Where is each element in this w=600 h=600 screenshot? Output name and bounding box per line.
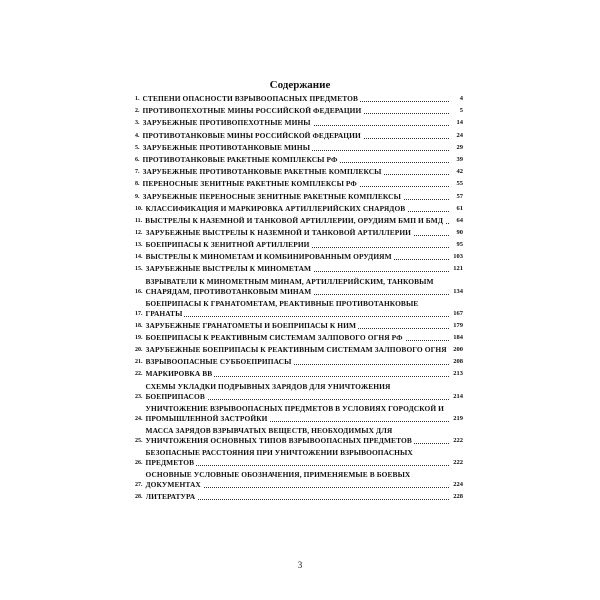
- toc-entry-page: 134: [453, 287, 463, 295]
- toc-entry-page: 214: [453, 392, 463, 400]
- toc-entry: [135, 492, 463, 502]
- toc-entry-number: 4.: [135, 132, 140, 139]
- toc-entry-number: 14.: [135, 254, 143, 261]
- toc-entry-title: [146, 240, 450, 250]
- toc-entry-title: [146, 382, 450, 402]
- toc-entry-page: 39: [456, 155, 463, 163]
- toc-entry-number: 2.: [135, 108, 140, 115]
- toc-entry-page: 24: [456, 131, 463, 139]
- toc-entry-page: 29: [456, 143, 463, 151]
- toc-entry-page: 95: [456, 241, 463, 249]
- toc-entry-text: БОЕПРИПАСЫ К ЗЕНИТНОЙ АРТИЛЛЕРИИ: [145, 240, 310, 250]
- toc-entry-title: [146, 426, 450, 446]
- toc-entry: [135, 143, 463, 153]
- toc-entry-title: [146, 448, 450, 468]
- toc-entry-page: 222: [453, 436, 463, 444]
- toc-entry-number: 1.: [135, 96, 140, 102]
- toc-entry-number: 16.: [135, 288, 143, 295]
- toc-entry-text: ЗАРУБЕЖНЫЕ ПРОТИВОТАНКОВЫЕ МИНЫ: [142, 142, 311, 152]
- toc-entry-title: [146, 252, 450, 262]
- toc-entry: [135, 131, 463, 141]
- toc-entry: [135, 426, 463, 446]
- toc-entry: [135, 204, 463, 214]
- toc-entry: [135, 299, 463, 319]
- toc-entry: [135, 118, 463, 128]
- toc-entry-title: [143, 106, 450, 116]
- toc-entry-text: ЗАРУБЕЖНЫЕ ПЕРЕНОСНЫЕ ЗЕНИТНЫЕ РАКЕТНЫЕ КОМПЛЕКСЫ: [142, 191, 401, 201]
- toc-entry: [135, 106, 463, 116]
- toc-entry-text: ВЗРЫВООПАСНЫЕ СУББОЕПРИПАСЫ: [145, 357, 292, 367]
- toc-entry: [135, 333, 463, 343]
- toc-entry-number: 6.: [135, 156, 140, 163]
- toc-entry-number: 15.: [135, 266, 143, 273]
- toc-entry-title: [143, 118, 450, 128]
- toc-entry-text: БОЕПРИПАСЫ К РЕАКТИВНЫМ СИСТЕМАМ ЗАЛПОВОГО ОГНЯ РФ: [145, 332, 403, 342]
- toc-entry-number: 19.: [135, 334, 143, 341]
- toc-entry-text: СХЕМЫ УКЛАДКИ ПОДРЫВНЫХ ЗАРЯДОВ ДЛЯ УНИЧТОЖЕНИЯ БОЕПРИПАСОВ: [145, 381, 391, 401]
- toc-entry-number: 7.: [135, 169, 140, 176]
- toc-entry-title: [143, 167, 450, 177]
- toc-entry-page: 200: [453, 346, 463, 353]
- toc-entry-text: УНИЧТОЖЕНИЕ ВЗРЫВООПАСНЫХ ПРЕДМЕТОВ В УСЛОВИЯХ ГОРОДСКОЙ И ПРОМЫШЛЕННОЙ ЗАСТРОЙКИ: [145, 403, 444, 423]
- toc-entry-text: ПРОТИВОТАНКОВЫЕ РАКЕТНЫЕ КОМПЛЕКСЫ РФ: [142, 154, 338, 164]
- toc-entry: [135, 345, 463, 355]
- toc-entry-number: 8.: [135, 181, 140, 188]
- toc-entry-title: [146, 299, 450, 319]
- toc-entry: [135, 155, 463, 165]
- toc-entry-text: СТЕПЕНИ ОПАСНОСТИ ВЗРЫВООПАСНЫХ ПРЕДМЕТОВ: [142, 94, 359, 103]
- toc-entry-page: 184: [453, 333, 463, 341]
- toc-entry-title: [146, 470, 450, 490]
- toc-entry: [135, 264, 463, 274]
- toc-entry: [135, 277, 463, 297]
- toc-entry-page: 5: [459, 107, 463, 115]
- toc-entry-number: 10.: [135, 205, 143, 212]
- toc-entry: [135, 357, 463, 367]
- toc-entry-page: 55: [456, 180, 463, 188]
- toc-entry-title: [146, 321, 450, 331]
- toc-entry-text: МАРКИРОВКА ВВ: [145, 369, 213, 379]
- toc-entry-page: 224: [453, 480, 463, 488]
- toc-entry-text: ЛИТЕРАТУРА: [145, 491, 196, 501]
- toc-entry-page: 179: [453, 321, 463, 329]
- toc-entry-title: [146, 492, 450, 502]
- toc-entry-text: ОСНОВНЫЕ УСЛОВНЫЕ ОБОЗНАЧЕНИЯ, ПРИМЕНЯЕМЫЕ В БОЕВЫХ ДОКУМЕНТАХ: [145, 469, 411, 489]
- toc-title: Содержание: [269, 79, 331, 91]
- toc-entry-number: 9.: [135, 193, 140, 200]
- toc-entry-text: ЗАРУБЕЖНЫЕ БОЕПРИПАСЫ К РЕАКТИВНЫМ СИСТЕМАМ ЗАЛПОВОГО ОГНЯ: [145, 345, 447, 354]
- toc-entry-page: 219: [453, 414, 463, 422]
- toc-entry-text: ПРОТИВОТАНКОВЫЕ МИНЫ РОССИЙСКОЙ ФЕДЕРАЦИИ: [142, 130, 361, 140]
- toc-entry-page: 90: [456, 228, 463, 236]
- toc-entry-page: 167: [453, 309, 463, 317]
- page-number: 3: [297, 560, 303, 570]
- toc-entry-number: 23.: [135, 393, 143, 400]
- toc-entry-text: БОЕПРИПАСЫ К ГРАНАТОМЕТАМ, РЕАКТИВНЫЕ ПРОТИВОТАНКОВЫЕ ГРАНАТЫ: [145, 298, 419, 318]
- toc-entry-page: 61: [456, 204, 463, 212]
- toc-entry-page: 208: [453, 358, 463, 366]
- toc-entry: [135, 448, 463, 468]
- toc-entry-number: 20.: [135, 347, 143, 353]
- toc-entry-text: БЕЗОПАСНЫЕ РАССТОЯНИЯ ПРИ УНИЧТОЖЕНИИ ВЗРЫВООПАСНЫХ ПРЕДМЕТОВ: [145, 447, 413, 467]
- toc-entry: [135, 216, 463, 226]
- toc-entry-number: 5.: [135, 144, 140, 151]
- table-of-contents: [135, 94, 463, 504]
- toc-entry-text: КЛАССИФИКАЦИЯ И МАРКИРОВКА АРТИЛЛЕРИЙСКИХ СНАРЯДОВ: [145, 203, 406, 213]
- toc-entry: [135, 252, 463, 262]
- toc-entry-number: 26.: [135, 459, 143, 466]
- toc-entry-number: 13.: [135, 242, 143, 249]
- toc-entry-number: 21.: [135, 359, 143, 366]
- toc-entry-title: [146, 404, 450, 424]
- toc-entry-title: [146, 333, 450, 343]
- toc-entry-number: 27.: [135, 481, 143, 488]
- toc-entry-page: 4: [459, 95, 463, 102]
- toc-entry: [135, 404, 463, 424]
- toc-entry-text: ПЕРЕНОСНЫЕ ЗЕНИТНЫЕ РАКЕТНЫЕ КОМПЛЕКСЫ РФ: [142, 179, 357, 189]
- toc-entry: [135, 192, 463, 202]
- toc-entry-title: [145, 216, 449, 226]
- toc-entry-title: [143, 192, 450, 202]
- toc-entry-title: [143, 179, 450, 189]
- toc-entry-number: 3.: [135, 120, 140, 127]
- toc-entry-title: [143, 155, 450, 165]
- toc-entry-title: [146, 369, 450, 379]
- toc-entry-title: [146, 345, 450, 355]
- toc-entry: [135, 228, 463, 238]
- toc-entry-title: [146, 277, 450, 297]
- toc-entry: [135, 179, 463, 189]
- dot-leader: [146, 316, 450, 317]
- toc-entry: [135, 369, 463, 379]
- toc-entry-title: [146, 264, 450, 274]
- toc-entry-page: 222: [453, 458, 463, 466]
- toc-entry-text: ВЗРЫВАТЕЛИ К МИНОМЕТНЫМ МИНАМ, АРТИЛЛЕРИЙСКИМ, ТАНКОВЫМ СНАРЯДАМ, ПРОТИВОТАНКОВЫМ МИНАМ: [145, 276, 434, 296]
- toc-entry-page: 213: [453, 370, 463, 378]
- toc-entry-text: ЗАРУБЕЖНЫЕ ВЫСТРЕЛЫ К НАЗЕМНОЙ И ТАНКОВОЙ АРТИЛЛЕРИИ: [145, 227, 412, 237]
- toc-entry-page: 14: [456, 119, 463, 127]
- toc-entry-text: ПРОТИВОПЕХОТНЫЕ МИНЫ РОССИЙСКОЙ ФЕДЕРАЦИИ: [142, 106, 362, 116]
- toc-entry: [135, 240, 463, 250]
- toc-entry-page: 121: [453, 265, 463, 273]
- toc-entry-text: ЗАРУБЕЖНЫЕ ПРОТИВОПЕХОТНЫЕ МИНЫ: [142, 118, 311, 128]
- toc-entry-number: 28.: [135, 493, 143, 500]
- toc-entry-page: 57: [456, 192, 463, 200]
- toc-entry-number: 11.: [135, 217, 143, 224]
- toc-entry-title: [143, 143, 450, 153]
- toc-entry-page: 103: [453, 253, 463, 261]
- toc-entry-number: 12.: [135, 229, 143, 236]
- toc-entry-number: 17.: [135, 310, 143, 317]
- toc-entry-text: ЗАРУБЕЖНЫЕ ПРОТИВОТАНКОВЫЕ РАКЕТНЫЕ КОМПЛЕКСЫ: [142, 167, 382, 177]
- toc-entry-title: [146, 357, 450, 367]
- toc-entry-page: 228: [453, 492, 463, 500]
- toc-entry: [135, 382, 463, 402]
- toc-entry-title: [146, 228, 450, 238]
- toc-entry: [135, 167, 463, 177]
- toc-entry-title: [143, 94, 450, 104]
- toc-entry-text: ВЫСТРЕЛЫ К МИНОМЕТАМ И КОМБИНИРОВАННЫМ ОРУДИЯМ: [145, 252, 392, 262]
- toc-entry-number: 25.: [135, 437, 143, 444]
- toc-entry: [135, 94, 463, 104]
- toc-entry-page: 42: [456, 168, 463, 176]
- toc-entry: [135, 470, 463, 490]
- toc-entry-text: ЗАРУБЕЖНЫЕ ГРАНАТОМЕТЫ И БОЕПРИПАСЫ К НИМ: [145, 320, 357, 330]
- toc-entry-text: ВЫСТРЕЛЫ К НАЗЕМНОЙ И ТАНКОВОЙ АРТИЛЛЕРИИ, ОРУДИЯМ БМП И БМД: [145, 215, 444, 225]
- toc-entry: [135, 321, 463, 331]
- toc-entry-title: [143, 131, 450, 141]
- toc-entry-title: [146, 204, 450, 214]
- toc-entry-number: 22.: [135, 371, 143, 378]
- toc-entry-number: 24.: [135, 415, 143, 422]
- toc-entry-text: ЗАРУБЕЖНЫЕ ВЫСТРЕЛЫ К МИНОМЕТАМ: [145, 264, 312, 274]
- toc-entry-page: 64: [456, 216, 463, 224]
- toc-entry-number: 18.: [135, 322, 143, 329]
- toc-entry-text: МАССА ЗАРЯДОВ ВЗРЫВЧАТЫХ ВЕЩЕСТВ, НЕОБХОДИМЫХ ДЛЯ УНИЧТОЖЕНИЯ ОСНОВНЫХ ТИПОВ ВЗРЫВООПАСНЫХ ПРЕДМЕТОВ: [145, 425, 412, 445]
